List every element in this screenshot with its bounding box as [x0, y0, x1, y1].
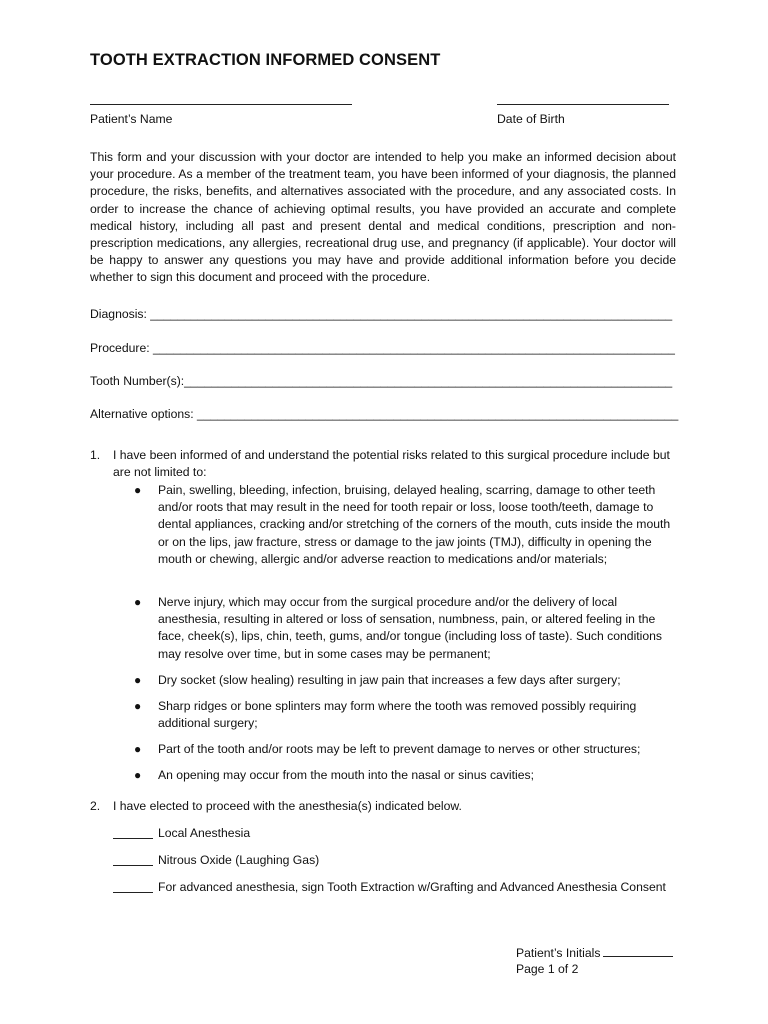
risk-list: [134, 594, 680, 663]
dob-line[interactable]: [497, 104, 669, 105]
list-item: [134, 767, 680, 784]
risk-list: [134, 482, 680, 568]
initials-line[interactable]: [603, 943, 673, 957]
risk-text: Part of the tooth and/or roots may be left to prevent damage to nerves or other structures;: [158, 742, 641, 756]
document-title: TOOTH EXTRACTION INFORMED CONSENT: [90, 51, 441, 69]
initials-row[interactable]: [516, 943, 673, 962]
list-item: [134, 741, 680, 758]
risk-text: Pain, swelling, bleeding, infection, bruising, delayed healing, scarring, damage to other teeth and/or roots that may result in the need for tooth repair or loss, loose tooth/teeth, damage to dental appliances, cracking and/or stretching of the corners of the mouth, cuts inside the mouth or on the lips, jaw fracture, stress or damage to the jaw joints (TMJ), difficulty in opening the mouth or chewing, allergic and/or adverse reaction to medications and/or materials;: [158, 483, 671, 566]
diagnosis-field[interactable]: [90, 306, 676, 323]
bullet-icon: ●: [134, 595, 142, 609]
bullet-icon: ●: [134, 483, 142, 497]
bullet-icon: ●: [134, 673, 142, 687]
risk-list: [134, 672, 680, 689]
item-1-number: 1.: [90, 448, 101, 462]
initials-label: Patient’s Initials: [516, 946, 601, 960]
diagnosis-label: Diagnosis:: [90, 307, 151, 321]
checkbox-line[interactable]: [113, 879, 153, 893]
procedure-field[interactable]: [90, 340, 676, 357]
risk-list: [134, 741, 680, 758]
alternative-options-line[interactable]: _______________________________________________________________________: [197, 407, 679, 421]
checkbox-line[interactable]: [113, 852, 153, 866]
option-label: For advanced anesthesia, sign Tooth Extraction w/Grafting and Advanced Anesthesia Consent: [158, 880, 666, 894]
list-item: [134, 594, 680, 663]
risk-text: Dry socket (slow healing) resulting in jaw pain that increases a few days after surgery;: [158, 673, 621, 687]
risk-list: [134, 698, 680, 732]
risk-text: Nerve injury, which may occur from the surgical procedure and/or the delivery of local anesthesia, resulting in altered or loss of sensation, numbness, pain, or altered feeling in the face, cheek(s), lips, chin, teeth, gums, and/or tongue (including loss of taste). Such conditions may resolve over time, but in some cases may be permanent;: [158, 595, 663, 661]
list-item: [134, 672, 680, 689]
alternative-options-field[interactable]: [90, 406, 679, 423]
anesthesia-option-advanced[interactable]: [113, 879, 679, 898]
page-number: Page 1 of 2: [516, 962, 579, 976]
list-item: [134, 698, 680, 732]
bullet-icon: ●: [134, 742, 142, 756]
tooth-number-line[interactable]: ________________________________________________________________________: [184, 374, 673, 388]
bullet-icon: ●: [134, 768, 142, 782]
option-label: Local Anesthesia: [158, 826, 251, 840]
risk-text: Sharp ridges or bone splinters may form where the tooth was removed possibly requiring additional surgery;: [158, 699, 637, 731]
tooth-number-label: Tooth Number(s):: [90, 374, 185, 388]
item-2-number: 2.: [90, 799, 101, 813]
procedure-line[interactable]: _____________________________________________________________________________: [153, 341, 675, 355]
patient-name-label: Patient’s Name: [90, 112, 173, 126]
list-item: [134, 482, 680, 568]
anesthesia-option-local[interactable]: [113, 825, 679, 844]
anesthesia-option-nitrous[interactable]: [113, 852, 679, 871]
option-label: Nitrous Oxide (Laughing Gas): [158, 853, 320, 867]
bullet-icon: ●: [134, 699, 142, 713]
procedure-label: Procedure:: [90, 341, 154, 355]
patient-name-line[interactable]: [90, 104, 352, 105]
risk-list: [134, 767, 680, 784]
alternative-options-label: Alternative options:: [90, 407, 198, 421]
item-2-text: I have elected to proceed with the anesthesia(s) indicated below.: [113, 799, 462, 813]
tooth-number-field[interactable]: [90, 373, 676, 390]
diagnosis-line[interactable]: _____________________________________________________________________________: [150, 307, 673, 321]
dob-label: Date of Birth: [497, 112, 565, 126]
checkbox-line[interactable]: [113, 825, 153, 839]
item-1-text: I have been informed of and understand the potential risks related to this surgical procedure include but are not limited to:: [113, 448, 670, 480]
intro-paragraph: This form and your discussion with your doctor are intended to help you make an informed decision about your procedure. As a member of the treatment team, you have been informed of your diagnosis, the planned procedure, the risks, benefits, and alternatives associated with the procedure, and any associated costs. In order to increase the chance of achieving optimal results, you have provided an accurate and complete medical history, including all past and present dental and medical conditions, prescription and non-prescription medications, any allergies, recreational drug use, and pregnancy (if applicable). Your doctor will be happy to answer any questions you may have and provide additional information before you decide whether to sign this document and proceed with the procedure.: [90, 150, 676, 285]
risk-text: An opening may occur from the mouth into the nasal or sinus cavities;: [158, 768, 534, 782]
